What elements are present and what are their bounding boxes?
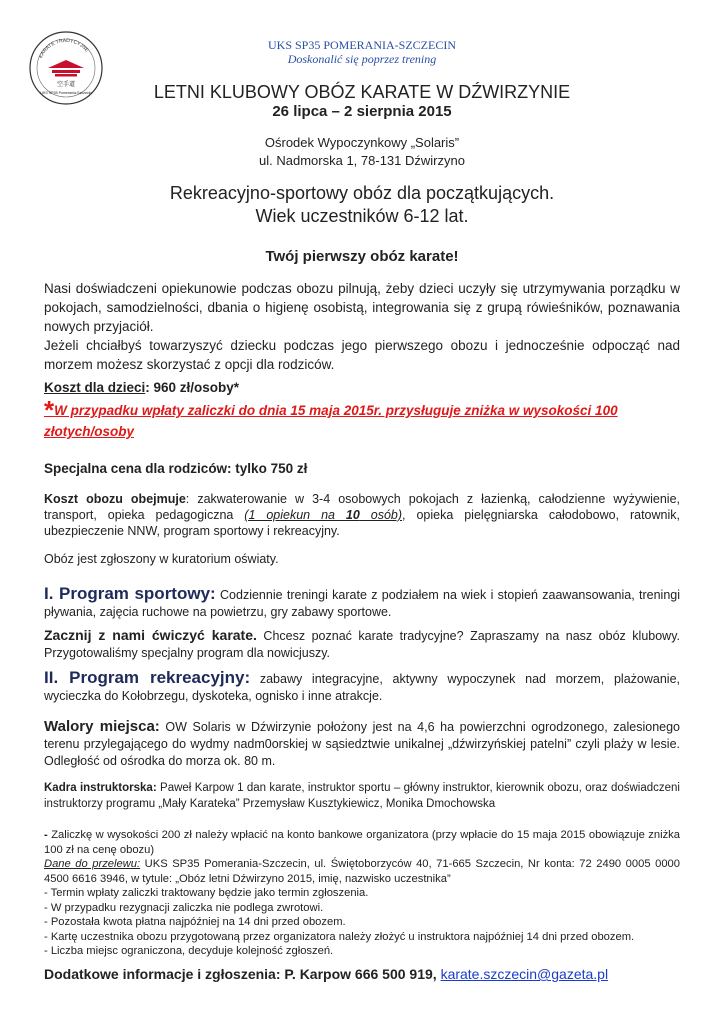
recreation-program: II. Program rekreacyjny: zabawy integracyjne, aktywny wypoczynek nad morzem, plażowanie, wycieczka do Kołobrzegu, dyskoteka, ognisko i inne atrakcje.: [44, 668, 680, 703]
staff-ratio: (1 opiekun na 10 osób): [244, 508, 403, 522]
venue-name: Ośrodek Wypoczynkowy „Solaris”: [264, 135, 460, 150]
intro-text: Nasi doświadczeni opiekunowie podczas obozu pilnują, żeby dzieci uczyły się utrzymywania porządku w pokojach, samodzielności, dbania o higienę osobistą, integrowania się z grupą rówieśników, poznawania nowych przyjaciół.: [44, 281, 680, 334]
svg-text:KARATE TRADYCYJNE: KARATE TRADYCYJNE: [38, 37, 90, 60]
discount-text: W przypadku wpłaty zaliczki do dnia 15 maja 2015r. przysługuje zniżka w wysokości 100 złotych/osoby: [44, 403, 618, 439]
child-cost: [44, 380, 239, 395]
child-cost-value: : 960 zł/osoby*: [145, 380, 240, 395]
svg-text:空手道: 空手道: [56, 82, 76, 88]
child-cost-label: Koszt dla dzieci: [44, 380, 146, 395]
includes-label: Koszt obozu obejmuje: [44, 492, 186, 506]
instructors-label: Kadra instruktorska:: [44, 782, 157, 794]
parents-price: Specjalna cena dla rodziców: tylko 750 zł: [44, 461, 308, 476]
intro-parents-text: Jeżeli chciałbyś towarzyszyć dziecku podczas jego pierwszego obozu i jednocześnie odpocząć nad morzem możesz skorzystać z opcji dla rodziców.: [44, 338, 680, 372]
instructors: Kadra instruktorska: Paweł Karpow 1 dan karate, instruktor sportu – główny instruktor, kierownik obozu, oraz doświadczeni instruktorzy programu „Mały Karateka” Przemysław Kusztykiewicz, Monika Dmochowska: [44, 782, 680, 810]
place-advantages: Walory miejsca: OW Solaris w Dźwirzynie położony jest na 4,6 ha powierzchni ogrodzonego, zalesionego terenu przylegającego do wydmy nadm0orskiej w sąsiedztwie unikalnej „dźwirzyńskiej patelni” czyli plaży w lesie. Odległość od ośrodka do morza ok. 80 m.: [44, 718, 680, 768]
advance-payment: - Zaliczkę w wysokości 200 zł należy wpłacić na konto bankowe organizatora (przy wpłacie do 15 maja 2015 obowiązuje zniżka 100 zł na cenę obozu): [44, 829, 680, 856]
recreation-program-heading: II. Program rekreacyjny:: [44, 668, 251, 687]
transfer-details: Dane do przelewu: UKS SP35 Pomerania-Szczecin, ul. Świętoborzyców 40, 71-665 Szczecin, Nr konta: 72 2490 0005 0000 4500 6616 3946, w tytule: „Obóz letni Dźwirzyno 2015, imię, nazwisko uczestnika”: [44, 858, 680, 885]
payment-note: - Termin wpłaty zaliczki traktowany będzie jako termin zgłoszenia.: [44, 887, 369, 899]
camp-includes: Koszt obozu obejmuje: zakwaterowanie w 3-4 osobowych pokojach z łazienką, całodzienne wyżywienie, transport, opieka pedagogiczna (1 opiekun na 10 osób), opieka pielęgniarska całodobowo, ratownik, ubezpieczenie NNW, program sportowy i rekreacyjny.: [44, 492, 681, 538]
intro-paragraph: [44, 279, 680, 374]
camp-subtitle: [0, 182, 724, 228]
payment-info: [44, 828, 680, 959]
join-us: Zacznij z nami ćwiczyć karate. Chcesz poznać karate tradycyjne? Zapraszamy na nasz obóz klubowy. Przygotowaliśmy specjalny program dla nowicjuszy.: [44, 627, 681, 660]
transfer-label: Dane do przelewu:: [44, 858, 141, 870]
venue-address: [0, 134, 724, 170]
svg-text:UKS SP35 Pomerania-Szczecin: UKS SP35 Pomerania-Szczecin: [40, 91, 92, 95]
place-advantages-heading: Walory miejsca:: [44, 718, 160, 735]
payment-note: - Kartę uczestnika obozu przygotowaną przez organizatora należy złożyć u instruktora najpóźniej 14 dni przed obozem.: [44, 930, 635, 943]
contact-email-link[interactable]: karate.szczecin@gazeta.pl: [440, 966, 609, 982]
organization-motto: Doskonalić się poprzez trening: [287, 52, 437, 66]
payment-note: - Pozostała kwota płatna najpóźniej na 14 dni przed obozem.: [44, 916, 346, 928]
first-camp-heading: Twój pierwszy obóz karate!: [265, 248, 459, 265]
join-us-heading: Zacznij z nami ćwiczyć karate.: [44, 627, 257, 643]
page-title: LETNI KLUBOWY OBÓZ KARATE W DŹWIRZYNIE: [153, 82, 571, 102]
contact-text: Dodatkowe informacje i zgłoszenia: P. Karpow 666 500 919,: [44, 966, 441, 982]
venue-street: ul. Nadmorska 1, 78-131 Dźwirzyno: [259, 153, 465, 168]
camp-dates: 26 lipca – 2 sierpnia 2015: [272, 103, 452, 120]
sport-program-heading: I. Program sportowy:: [44, 584, 216, 603]
sport-program: I. Program sportowy: Codziennie treningi karate z podziałem na wiek i stopień zaawansowania, treningi pływania, zajęcia ruchowe na powietrzu, gry zabawy sportowe.: [44, 584, 680, 619]
age-range: Wiek uczestników 6-12 lat.: [255, 206, 469, 226]
early-payment-discount: [44, 395, 684, 442]
asterisk: *: [44, 395, 55, 425]
camp-type: Rekreacyjno-sportowy obóz dla początkujących.: [169, 183, 555, 203]
kuratorium-note: Obóz jest zgłoszony w kuratorium oświaty.: [44, 552, 279, 566]
payment-note: - Liczba miejsc ograniczona, decyduje kolejność zgłoszeń.: [44, 945, 334, 957]
organization-header: [0, 38, 724, 66]
contact-info: [44, 966, 694, 982]
payment-note: - W przypadku rezygnacji zaliczka nie podlega zwrotowi.: [44, 901, 324, 914]
organization-name: UKS SP35 POMERANIA-SZCZECIN: [267, 38, 457, 52]
